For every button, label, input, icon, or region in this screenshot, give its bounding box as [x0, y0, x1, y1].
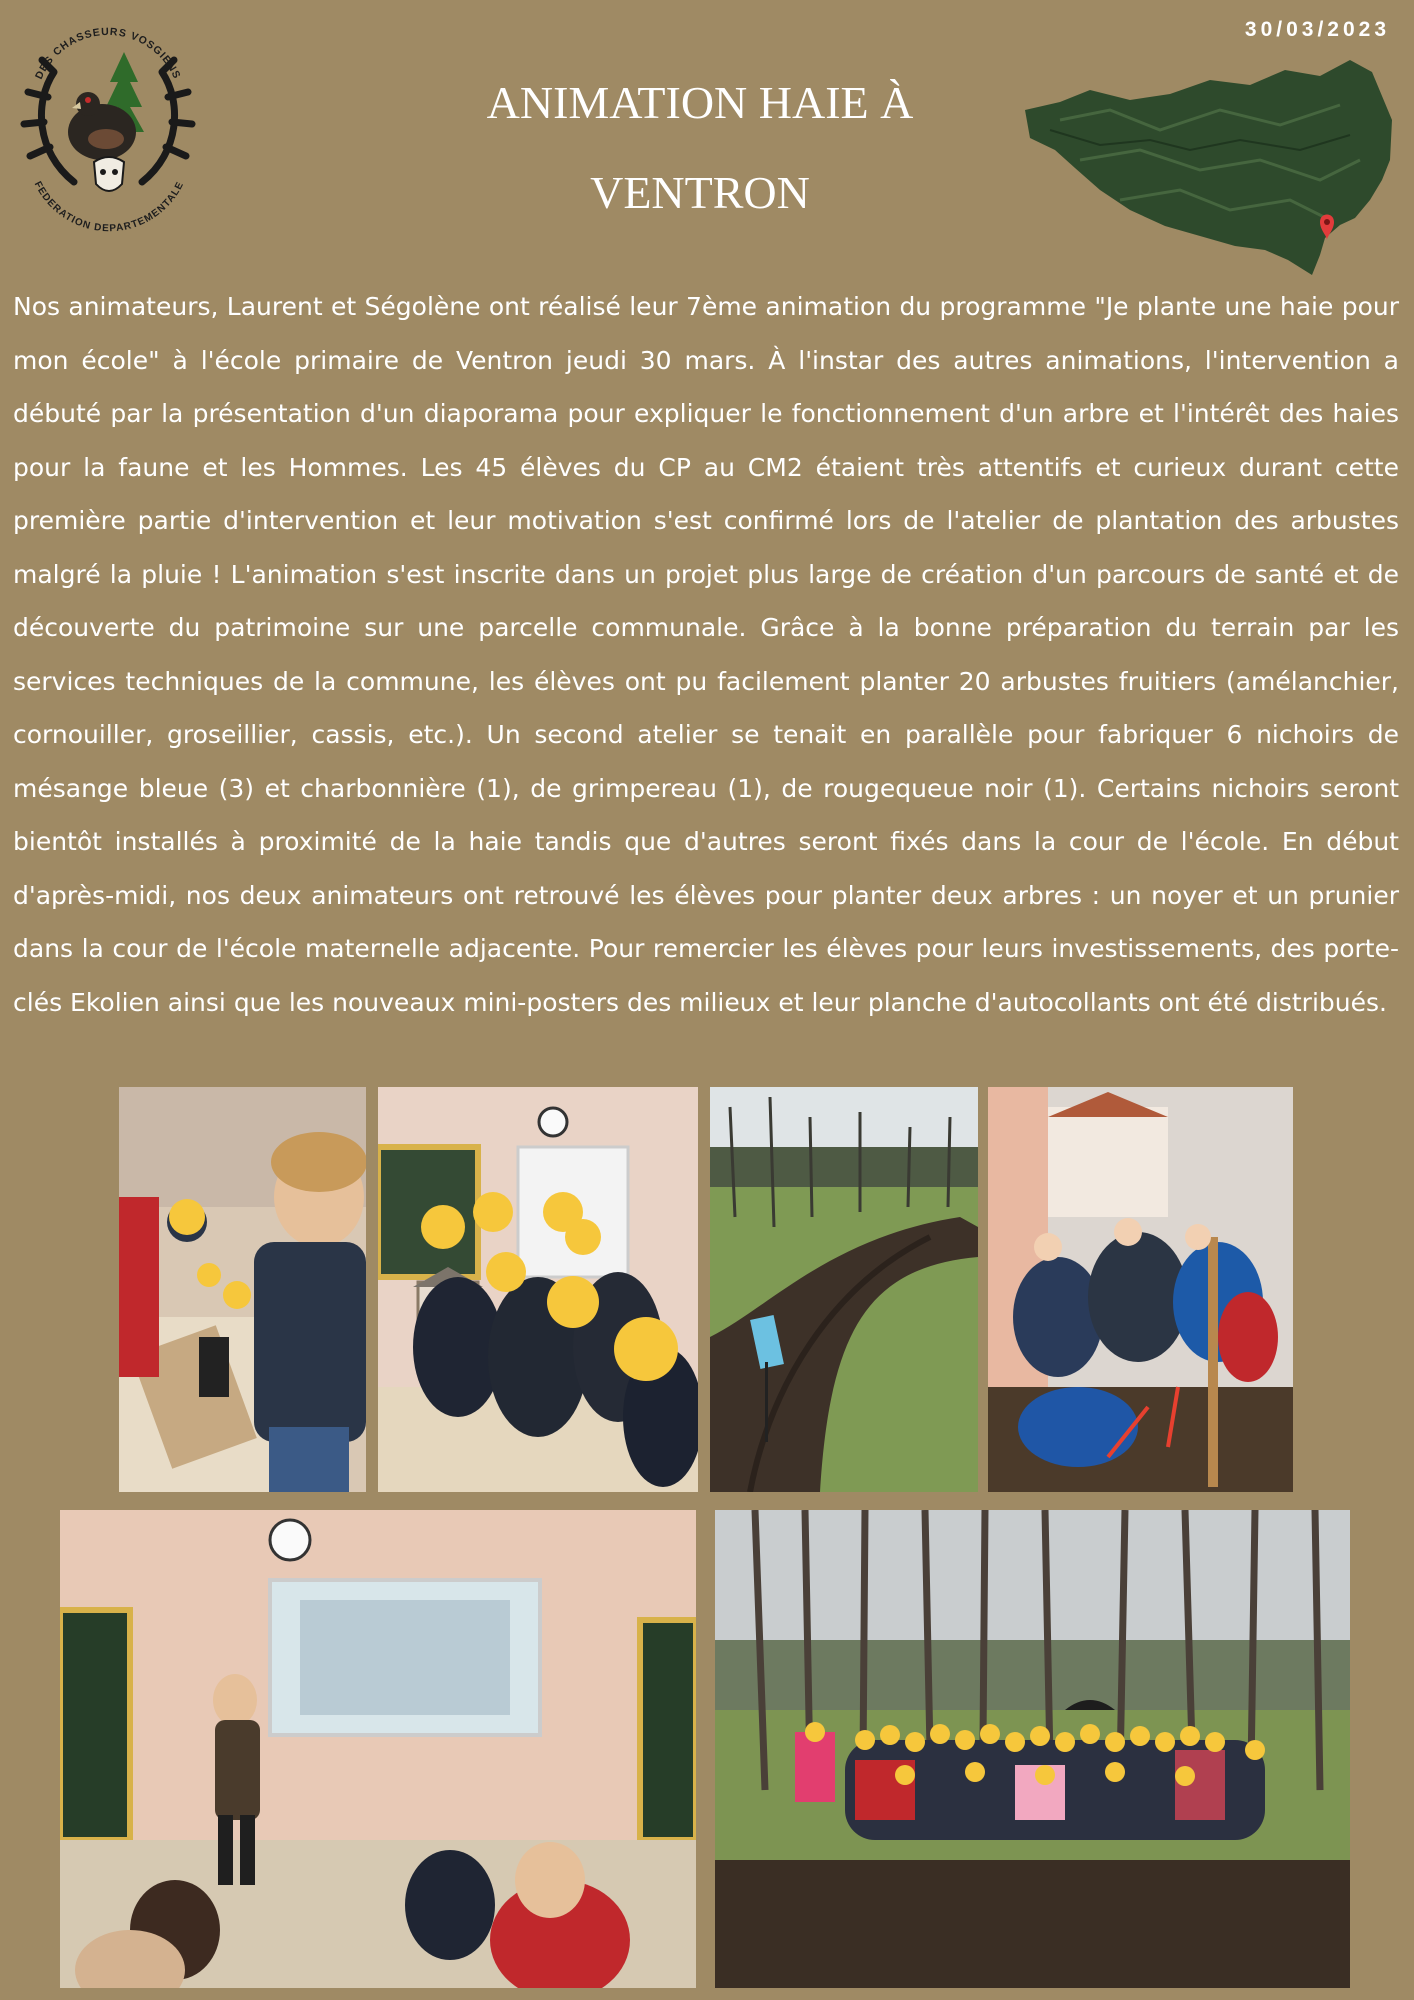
photo-group-outdoor — [715, 1510, 1350, 1988]
photo-slideshow-presentation — [60, 1510, 696, 1988]
photo-hedge-planted — [710, 1087, 978, 1492]
title-line-2: VENTRON — [590, 167, 810, 218]
vosges-map — [1020, 50, 1400, 280]
photo-child-drilling — [119, 1087, 366, 1492]
photo-group-planting — [988, 1087, 1293, 1492]
logo-top-text: DES CHASSEURS VOSGIENS — [33, 25, 183, 82]
federation-logo — [14, 12, 202, 242]
logo-bottom-text: FEDERATION DEPARTEMENTALE — [31, 179, 187, 235]
page-title — [440, 58, 960, 238]
title-line-1: ANIMATION HAIE À — [486, 77, 914, 128]
article-body: Nos animateurs, Laurent et Ségolène ont réalisé leur 7ème animation du programme "Je plante une haie pour mon école" à l'école primaire de Ventron jeudi 30 mars. À l'instar des autres animations, l'intervention a débuté par la présentation d'un diaporama pour expliquer le fonctionnement d'un arbre et l'intérêt des haies pour la faune et les Hommes. Les 45 élèves du CP au CM2 étaient très attentifs et curieux durant cette première partie d'intervention et leur motivation s'est confirmé lors de l'atelier de plantation des arbustes malgré la pluie ! L'animation s'est inscrite dans un projet plus large de création d'un parcours de santé et de découverte du patrimoine sur une parcelle communale. Grâce à la bonne préparation du terrain par les services techniques de la commune, les élèves ont pu facilement planter 20 arbustes fruitiers (amélanchier, cornouiller, groseillier, cassis, etc.). Un second atelier se tenait en parallèle pour fabriquer 6 nichoirs de mésange bleue (3) et charbonnière (1), de grimpereau (1), de rougequeue noir (1). Certains nichoirs seront bientôt installés à proximité de la haie tandis que d'autres seront fixés dans la cour de l'école. En début d'après-midi, nos deux animateurs ont retrouvé les élèves pour planter deux arbres : un noyer et un prunier dans la cour de l'école maternelle adjacente. Pour remercier les élèves pour leurs investissements, des porte-clés Ekolien ainsi que les nouveaux mini-posters des milieux et leur planche d'autocollants ont été distribués. — [13, 292, 1399, 1017]
photo-classroom-nestbox — [378, 1087, 698, 1492]
date-label: 30/03/2023 — [1244, 18, 1390, 41]
